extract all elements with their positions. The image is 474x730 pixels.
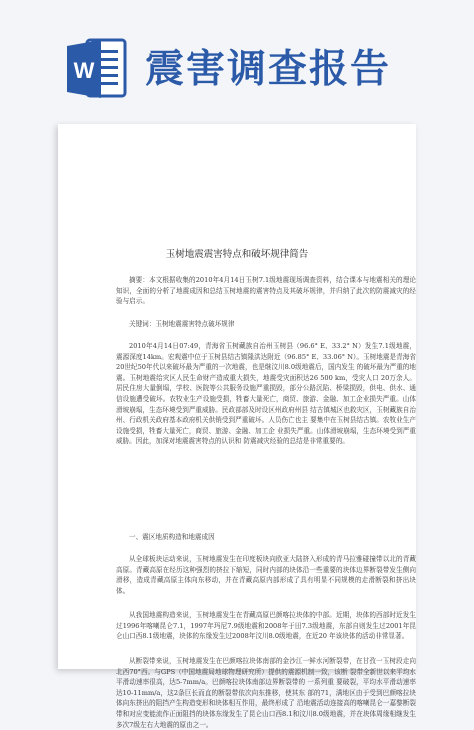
document-header xyxy=(0,0,474,108)
document-page xyxy=(58,124,416,729)
keywords-line: 关键词：玉树地震震害特点破坏规律 xyxy=(129,320,235,328)
section-1-heading: 一、震区地质构造和地震成因 xyxy=(129,533,215,541)
svg-text:W: W xyxy=(73,58,95,83)
word-icon xyxy=(67,38,127,100)
section-1-paragraph-1: 从全球板块运动来说，玉树地震发生在印度板块向欧亚大陆挤入形成的青马拉雅碰撞带以北的青藏高原。青藏高原在经历这种强烈的挤拉下缩短，同时内部的块体沿一些重要的块体边界断裂带发生侧向滑移，造成青藏高原主体向东移动，并在青藏高原内部形成了具有明显不同规模的走滑断裂和挤出块体。 xyxy=(116,555,416,595)
document-title: 玉树地震震害特点和破坏规律简告 xyxy=(165,249,309,260)
page-title: 震害调查报告 xyxy=(145,46,392,92)
section-1-paragraph-2: 从我国地震构造来说，玉树地震发生在青藏高原巴颜喀拉块体的中部。近期，块体的西部时近发生过1996年喀喇昆仑7.1，1997年玛尼7.9级地震和2008年于田7.3级地震，东部自则发生过2001年昆仑山口西8.1级地震，块体的东缘发生过2008年汶川8.0级地震，在近20 年该块体的活动非常显著。 xyxy=(116,611,416,641)
section-1-paragraph-3: 从断裂带来说，玉树地震发生在巴颜喀拉块体南部的金沙江一鲜水河断裂带，在甘孜一玉树段走向北西70°西。与GPS（中国地震局地球物理研究所）提供的震源机制一致，该断 裂带全新世以来平均水平滑动速率很高，达5-7mm/a。巴颜喀拉块体南部边界断裂带的 一系列重 要破裂，平均水平滑动速率达10-11mm/a，这2条巨长而直的断裂带依次向东推移，使其东 部的71，满地区由于受到巴颜喀拉块体向东挤出的阻挡产生构造变形和块体相互作用，最终形成了 沿地震活动连接高的喀喇昆仑一嘉黎断裂带和对应变能流作正面阻挡的块体东缘发生了昆仑山口西8.1和汶川8.0级地震，并在块体周缘相继发生多次7级左右大地震的原由之一。 xyxy=(116,657,416,729)
intro-paragraph: 2010年4月14日07:49，青海省玉树藏族自治州玉树县（96.6° E、33.2° N）发生7.1级地震，震源深度14km。宏观震中位于玉树县结古镇隆洪达附近（96.85° E、33.06° N）。玉树地震是青海省20世纪50年代以来破坏最为严重的一次地震，也是继汶川8.0级地震后，国内发生 的破坏最为严重的地震。玉树地震给灾区人民生命财产造成重大损失，地震受灾面积达26 500 km，受灾人口 20万余人。居民住房大量倒塌，学校、医院等公共服务设施严重损毁，部分公路沉陷、桥梁损毁，供电、供水、通信设施遭受破坏。农牧业生产设施受损，牲畜大量死亡，商贸、旅游、金融、加工企业损失严重。山体滑坡崩塌，生态环境受到严重威胁。民政部部及时设区州政府州县 结古镇城区也救灾区，玉树藏族自治州、行政机关政府基本政府机关供销受到严重破坏。人员伤亡也主 要集中在玉树县结古镇。农牧业生产设施受损，牲畜大量死亡，商贸、旅游、金融、加工企 业损失严重。山体滑坡崩塌，生态环境受到严重威胁。因此，加深对地震震害特点的认识和 防震减灾经验的总结是非常重要的。 xyxy=(116,342,416,446)
abstract-paragraph: 摘要：本文根据收集的2010年4月14日玉树7.1级地震现场调查资料，结合课本与地震相关的理论知识，全面的分析了地震成因和总结玉树地震的震害特点及其破坏规律，并归纳了此次的防震减灾的经验与启示。 xyxy=(116,276,416,306)
